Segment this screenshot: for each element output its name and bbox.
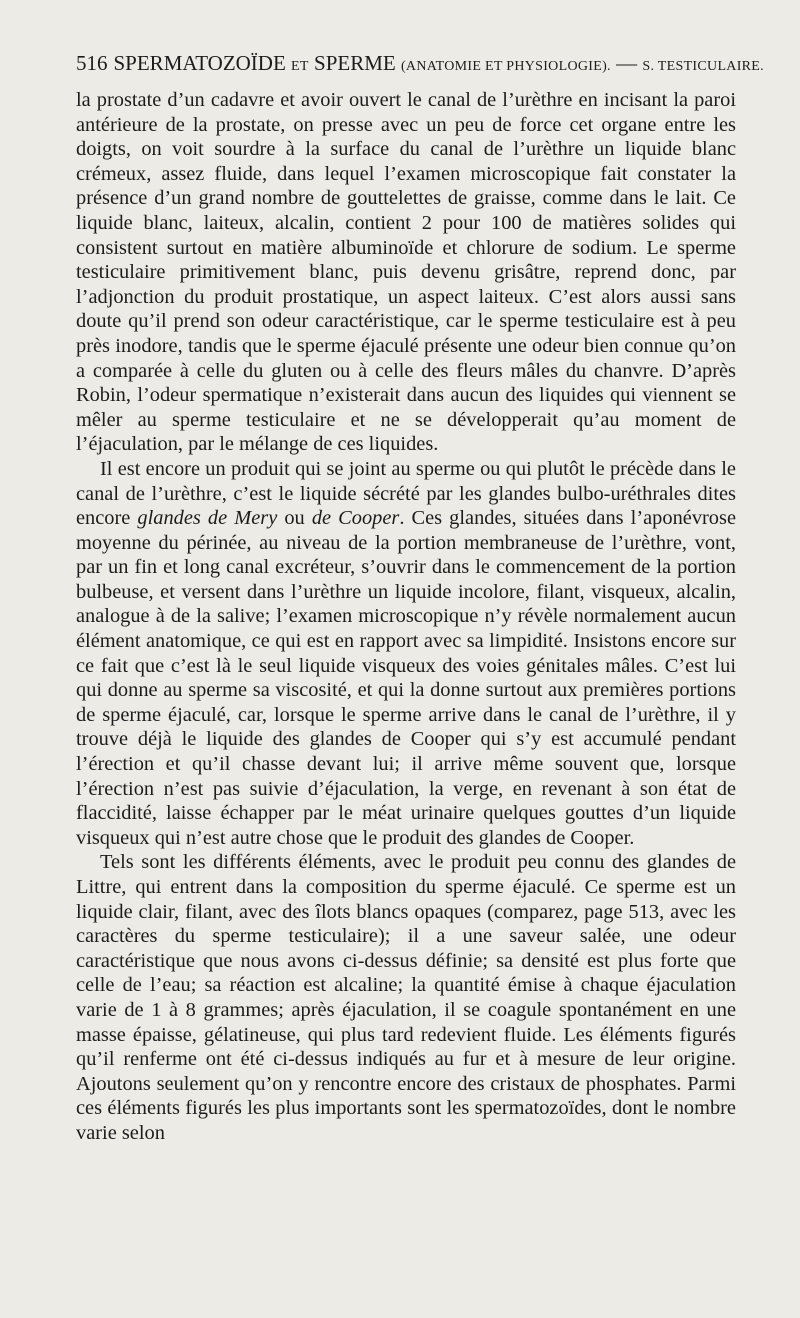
paragraph-2 bbox=[76, 457, 736, 851]
paragraph-2-text-b: ou bbox=[277, 507, 312, 530]
paragraph-2-emphasis-cooper: de Cooper bbox=[311, 507, 400, 530]
header-dash: — bbox=[616, 51, 638, 75]
header-title-part1: SPERMATOZOÏDE bbox=[113, 51, 286, 75]
body-text bbox=[76, 88, 736, 1146]
header-title-part2: SPERME bbox=[314, 51, 396, 75]
header-subtitle: (ANATOMIE ET PHYSIOLOGIE). bbox=[400, 59, 611, 74]
paragraph-2-text-c: . Ces glandes, situées dans l’aponévrose moyenne du périnée, au niveau de la portion membraneuse de l’urèthre, vont, par un fin et long canal excréteur, s’ouvrir dans le commencement de la portion bulbeuse, et versent dans l’urèthre un liquide incolore, filant, visqueux, alcalin, analogue à de la salive; l’examen microscopique n’y révèle normalement aucun élément anatomique, ce qui est en rapport avec sa limpidité. Insistons encore sur ce fait que c’est là le seul liquide visqueux des voies génitales mâles. C’est lui qui donne au sperme sa viscosité, et qui la donne surtout aux premières portions de sperme éjaculé, car, lorsque le sperme arrive dans le canal de l’urèthre, il y trouve déjà le liquide des glandes de Cooper qui s’y est accumulé pendant l’érection et qu’il chasse devant lui; il arrive même souvent que, lorsque l’érection n’est pas suivie d’éjaculation, la verge, en revenant à son état de flaccidité, laisse échapper par le méat urinaire quelques gouttes d’un liquide visqueux qui n’est autre chose que le produit des glandes de Cooper. bbox=[76, 507, 736, 849]
paragraph-2-text-a: Il est encore un produit qui se joint au sperme ou qui plutôt le précède dans le canal de l’urèthre, c’est le liquide sécrété par les glandes bulbo-uréthrales dites encore bbox=[76, 457, 736, 530]
header-section: S. TESTICULAIRE. bbox=[642, 59, 764, 74]
header-title-et: ET bbox=[291, 59, 309, 74]
paragraph-3: Tels sont les différents éléments, avec le produit peu connu des glandes de Littre, qui entrent dans la composition du sperme éjaculé. Ce sperme est un liquide clair, filant, avec des îlots blancs opaques (comparez, page 513, avec les caractères du sperme testiculaire); il a une saveur salée, une odeur caractéristique que nous avons ci-dessus définie; sa densité est plus forte que celle de l’eau; sa réaction est alcaline; la quantité émise à chaque éjaculation varie de 1 à 8 grammes; après éjaculation, il se coagule spontanément en une masse épaisse, gélatineuse, qui plus tard redevient fluide. Les éléments figurés qu’il renferme ont été ci-dessus indiqués au fur et à mesure de leur origine. Ajoutons seulement qu’on y rencontre encore des cristaux de phosphates. Parmi ces éléments figurés les plus importants sont les spermatozoïdes, dont le nombre varie selon bbox=[76, 851, 736, 1144]
page-number: 516 bbox=[76, 51, 108, 75]
running-header bbox=[76, 48, 764, 82]
paragraph-2-emphasis-mery: glandes de Mery bbox=[137, 507, 278, 530]
paragraph-1: la prostate d’un cadavre et avoir ouvert le canal de l’urèthre en incisant la paroi antérieure de la prostate, on presse avec un peu de force cet organe entre les doigts, on voit sourdre à la surface du canal de l’urèthre un liquide blanc crémeux, assez fluide, dans lequel l’examen microscopique fait constater la présence d’un grand nombre de gouttelettes de graisse, comme dans le lait. Ce liquide blanc, laiteux, alcalin, contient 2 pour 100 de matières solides qui consistent surtout en matière albuminoïde et chlorure de sodium. Le sperme testiculaire primitivement blanc, puis devenu grisâtre, reprend donc, par l’adjonction du produit prostatique, un aspect laiteux. C’est alors aussi sans doute qu’il prend son odeur caractéristique, car le sperme testiculaire est à peu près inodore, tandis que le sperme éjaculé présente une odeur bien connue qu’on a comparée à celle du gluten ou à celle des fleurs mâles du chanvre. D’après Robin, l’odeur spermatique n’existerait dans aucun des liquides qui viennent se mêler au sperme testiculaire et ne se développerait qu’au moment de l’éjaculation, par le mélange de ces liquides. bbox=[76, 89, 736, 456]
